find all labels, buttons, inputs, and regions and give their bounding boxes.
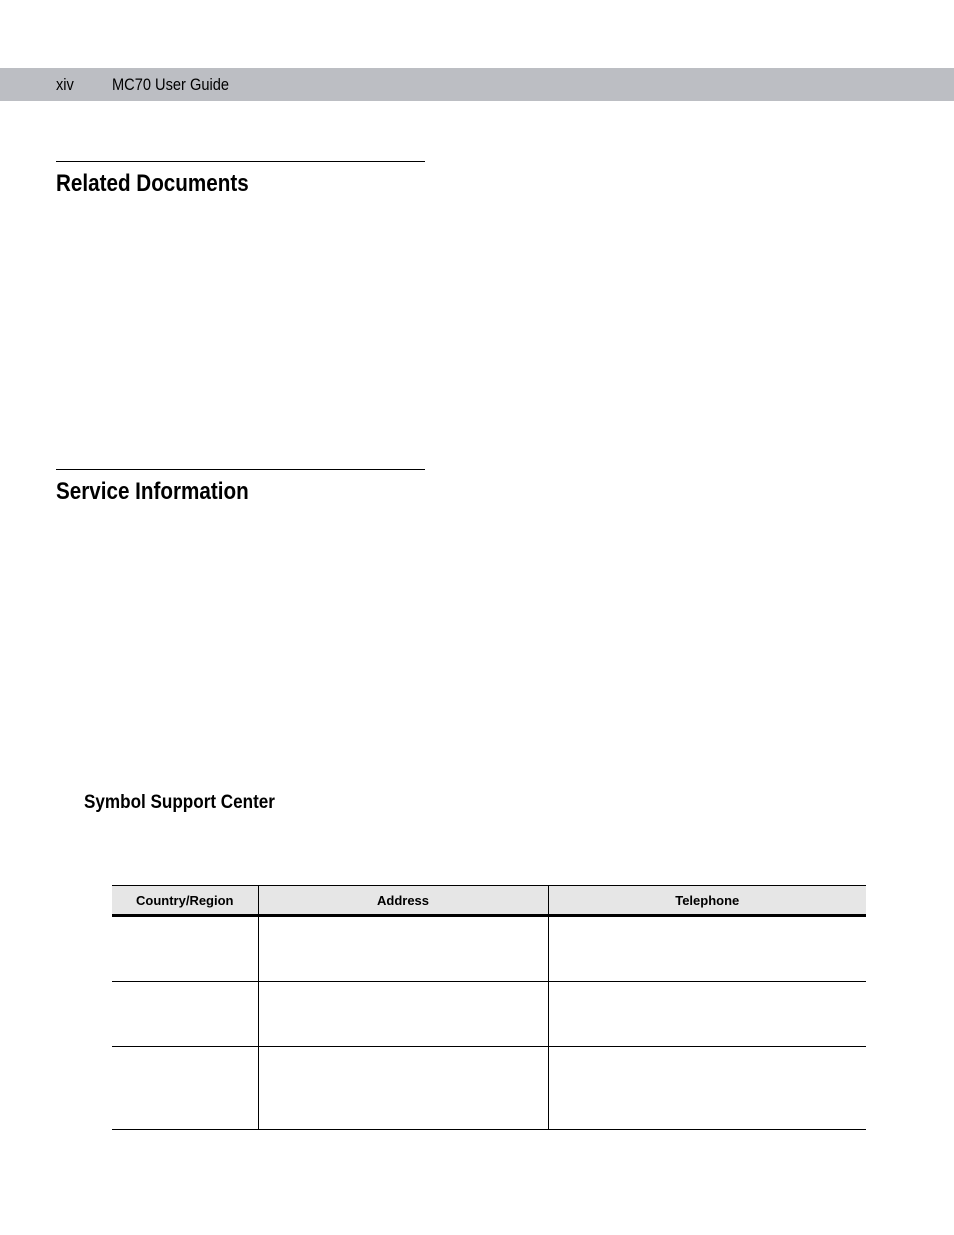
table-row xyxy=(112,1047,866,1130)
service-information-heading: Service Information xyxy=(56,478,249,505)
address-cell xyxy=(258,1047,548,1130)
related-documents-heading: Related Documents xyxy=(56,170,249,197)
country-region-cell xyxy=(112,982,258,1047)
table-row xyxy=(112,982,866,1047)
telephone-cell xyxy=(548,982,866,1047)
support-center-table xyxy=(112,885,866,1130)
telephone-cell xyxy=(548,916,866,982)
column-header-telephone: Telephone xyxy=(548,886,866,916)
country-region-cell xyxy=(112,916,258,982)
column-header-address: Address xyxy=(258,886,548,916)
service-information-rule xyxy=(56,469,425,470)
table-row xyxy=(112,916,866,982)
address-cell xyxy=(258,982,548,1047)
address-cell xyxy=(258,916,548,982)
table-header-row xyxy=(112,886,866,916)
country-region-cell xyxy=(112,1047,258,1130)
column-header-country-region: Country/Region xyxy=(112,886,258,916)
running-title: MC70 User Guide xyxy=(112,75,230,94)
telephone-cell xyxy=(548,1047,866,1130)
related-documents-rule xyxy=(56,161,425,162)
page-number: xiv xyxy=(56,75,74,94)
symbol-support-center-heading: Symbol Support Center xyxy=(84,792,275,813)
